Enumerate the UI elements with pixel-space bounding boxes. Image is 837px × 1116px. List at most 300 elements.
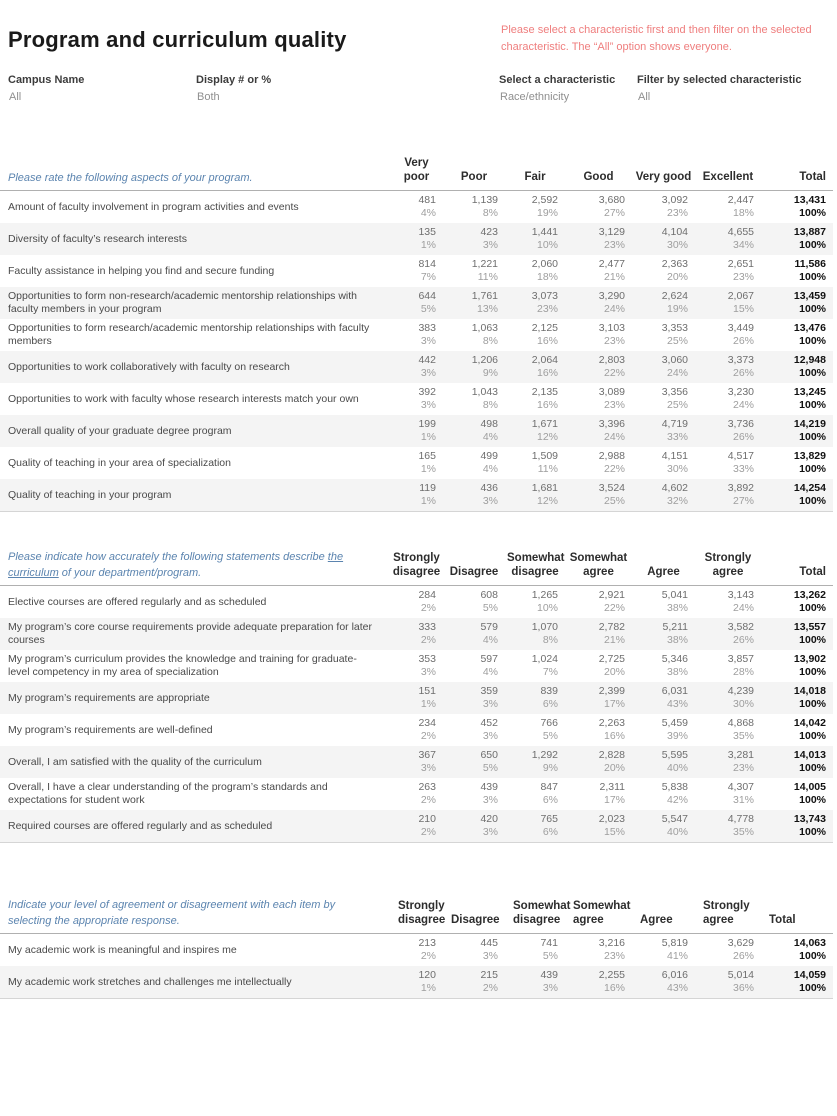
count-value: 2,399 <box>598 685 625 697</box>
percent-value: 12% <box>536 495 558 507</box>
cell-total[interactable] <box>761 479 833 512</box>
row-label: Overall, I am satisfied with the quality of the curriculum <box>8 755 262 768</box>
table-row <box>0 682 833 714</box>
count-value: 3,073 <box>531 290 558 302</box>
cell-value[interactable] <box>695 479 761 512</box>
cell-total[interactable] <box>761 447 833 479</box>
row-label: Required courses are offered regularly and as scheduled <box>8 819 273 832</box>
table-row <box>0 447 833 479</box>
cell-value[interactable] <box>695 810 761 843</box>
count-value: 3,216 <box>598 937 625 949</box>
cell-value[interactable] <box>565 650 632 682</box>
percent-value: 3% <box>482 950 498 962</box>
cell-value[interactable] <box>443 966 505 999</box>
cell-value[interactable] <box>390 319 443 351</box>
cell-value[interactable] <box>695 682 761 714</box>
count-value: 1,292 <box>531 749 558 761</box>
cell-value[interactable] <box>390 778 443 810</box>
cell-value[interactable] <box>443 287 505 319</box>
table-row <box>0 415 833 447</box>
cell-value[interactable] <box>505 778 565 810</box>
cell-value[interactable] <box>505 618 565 650</box>
cell-value[interactable] <box>565 618 632 650</box>
cell-value[interactable] <box>443 810 505 843</box>
count-value: 13,245 <box>793 386 826 398</box>
cell-total[interactable] <box>761 383 833 415</box>
cell-value[interactable] <box>565 778 632 810</box>
program-ratings-table <box>0 148 833 512</box>
percent-value: 4% <box>420 207 436 219</box>
count-value: 423 <box>480 226 498 238</box>
percent-value: 33% <box>732 463 754 475</box>
percent-value: 24% <box>732 602 754 614</box>
cell-value[interactable] <box>390 682 443 714</box>
section-program-ratings <box>0 148 837 512</box>
table-row <box>0 810 833 843</box>
cell-value[interactable] <box>390 586 443 619</box>
row-label: Opportunities to form non-research/academic mentorship relationships with faculty members in your program <box>8 290 357 315</box>
row-label: Quality of teaching in your program <box>8 488 172 501</box>
percent-value: 16% <box>603 730 625 742</box>
percent-value: 8% <box>482 207 498 219</box>
table-row <box>0 191 833 224</box>
cell-value[interactable] <box>565 714 632 746</box>
percent-value: 10% <box>536 239 558 251</box>
percent-value: 4% <box>482 431 498 443</box>
cell-value[interactable] <box>695 415 761 447</box>
count-value: 3,680 <box>598 194 625 206</box>
cell-value[interactable] <box>632 255 695 287</box>
percent-value: 100% <box>799 239 826 251</box>
cell-value[interactable] <box>505 746 565 778</box>
cell-value[interactable] <box>632 618 695 650</box>
table-row <box>0 746 833 778</box>
cell-value[interactable] <box>505 351 565 383</box>
count-value: 847 <box>540 781 558 793</box>
cell-total[interactable] <box>761 319 833 351</box>
cell-value[interactable] <box>443 415 505 447</box>
percent-value: 3% <box>420 762 436 774</box>
cell-total[interactable] <box>761 650 833 682</box>
cell-value[interactable] <box>695 778 761 810</box>
percent-value: 100% <box>799 982 826 994</box>
count-value: 1,206 <box>471 354 498 366</box>
percent-value: 35% <box>732 730 754 742</box>
cell-value[interactable] <box>390 415 443 447</box>
percent-value: 1% <box>420 698 436 710</box>
percent-value: 1% <box>420 431 436 443</box>
cell-total[interactable] <box>761 746 833 778</box>
row-label: Overall, I have a clear understanding of the program’s standards and expectations for student work <box>8 781 328 806</box>
cell-value[interactable] <box>632 682 695 714</box>
percent-value: 100% <box>799 698 826 710</box>
count-value: 2,263 <box>598 717 625 729</box>
cell-value[interactable] <box>632 383 695 415</box>
cell-value[interactable] <box>443 223 505 255</box>
display-mode-dropdown[interactable]: Both <box>197 91 220 103</box>
count-value: 11,586 <box>794 258 826 270</box>
cell-value[interactable] <box>390 351 443 383</box>
cell-value[interactable] <box>505 447 565 479</box>
count-value: 392 <box>418 386 436 398</box>
percent-value: 100% <box>799 463 826 475</box>
cell-value[interactable] <box>632 191 695 224</box>
cell-value[interactable] <box>390 966 443 999</box>
count-value: 3,396 <box>598 418 625 430</box>
cell-value[interactable] <box>695 966 761 999</box>
cell-value[interactable] <box>505 255 565 287</box>
cell-value[interactable] <box>632 351 695 383</box>
percent-value: 3% <box>420 399 436 411</box>
count-value: 5,211 <box>662 621 688 633</box>
cell-value[interactable] <box>632 778 695 810</box>
percent-value: 19% <box>666 303 688 315</box>
cell-total[interactable] <box>761 714 833 746</box>
cell-value[interactable] <box>443 191 505 224</box>
count-value: 120 <box>418 969 436 981</box>
percent-value: 38% <box>666 666 688 678</box>
cell-value[interactable] <box>390 650 443 682</box>
percent-value: 2% <box>420 950 436 962</box>
cell-value[interactable] <box>565 255 632 287</box>
percent-value: 2% <box>482 982 498 994</box>
row-label: Opportunities to work collaboratively with faculty on research <box>8 360 290 373</box>
cell-value[interactable] <box>505 287 565 319</box>
count-value: 4,655 <box>727 226 754 238</box>
percent-value: 11% <box>537 463 558 475</box>
cell-value[interactable] <box>565 191 632 224</box>
percent-value: 1% <box>420 982 436 994</box>
cell-value[interactable] <box>695 383 761 415</box>
column-header-excellent: Excellent <box>695 148 761 191</box>
cell-value[interactable] <box>565 415 632 447</box>
cell-value[interactable] <box>565 966 632 999</box>
page-title: Program and curriculum quality <box>8 26 347 52</box>
count-value: 5,014 <box>727 969 754 981</box>
cell-value[interactable] <box>565 586 632 619</box>
cell-value[interactable] <box>443 682 505 714</box>
cell-value[interactable] <box>695 255 761 287</box>
column-header-agree: Agree <box>632 891 695 934</box>
cell-value[interactable] <box>505 415 565 447</box>
count-value: 2,311 <box>599 781 625 793</box>
percent-value: 5% <box>420 303 436 315</box>
percent-value: 7% <box>542 666 558 678</box>
cell-total[interactable] <box>761 586 833 619</box>
percent-value: 6% <box>542 794 558 806</box>
cell-value[interactable] <box>632 714 695 746</box>
percent-value: 6% <box>542 826 558 838</box>
cell-total[interactable] <box>761 415 833 447</box>
count-value: 3,373 <box>727 354 754 366</box>
cell-value[interactable] <box>390 287 443 319</box>
cell-value[interactable] <box>505 383 565 415</box>
count-value: 5,547 <box>661 813 688 825</box>
cell-total[interactable] <box>761 934 833 967</box>
percent-value: 30% <box>732 698 754 710</box>
percent-value: 3% <box>482 239 498 251</box>
count-value: 165 <box>418 450 436 462</box>
filter-by-dropdown[interactable]: All <box>638 91 651 103</box>
cell-value[interactable] <box>443 586 505 619</box>
cell-value[interactable] <box>565 447 632 479</box>
percent-value: 23% <box>603 950 625 962</box>
cell-value[interactable] <box>565 934 632 967</box>
cell-value[interactable] <box>390 447 443 479</box>
percent-value: 6% <box>542 698 558 710</box>
count-value: 14,042 <box>793 717 826 729</box>
count-value: 3,356 <box>661 386 688 398</box>
cell-value[interactable] <box>505 586 565 619</box>
cell-value[interactable] <box>695 618 761 650</box>
cell-value[interactable] <box>565 682 632 714</box>
cell-value[interactable] <box>390 934 443 967</box>
cell-value[interactable] <box>695 351 761 383</box>
count-value: 1,043 <box>471 386 498 398</box>
cell-value[interactable] <box>443 255 505 287</box>
percent-value: 23% <box>732 271 754 283</box>
table-caption-text: Please indicate how accurately the following statements describe <box>8 551 328 564</box>
cell-value[interactable] <box>443 746 505 778</box>
percent-value: 40% <box>666 826 688 838</box>
percent-value: 40% <box>666 762 688 774</box>
percent-value: 100% <box>799 634 826 646</box>
cell-total[interactable] <box>761 682 833 714</box>
row-label: Opportunities to form research/academic mentorship relationships with faculty members <box>8 322 370 347</box>
count-value: 6,031 <box>661 685 688 697</box>
count-value: 2,135 <box>531 386 558 398</box>
percent-value: 16% <box>536 367 558 379</box>
cell-value[interactable] <box>390 618 443 650</box>
percent-value: 100% <box>799 794 826 806</box>
percent-value: 25% <box>666 335 688 347</box>
count-value: 452 <box>480 717 498 729</box>
table-caption <box>0 543 390 586</box>
cell-value[interactable] <box>695 223 761 255</box>
cell-value[interactable] <box>390 255 443 287</box>
count-value: 579 <box>480 621 498 633</box>
cell-total[interactable] <box>761 966 833 999</box>
count-value: 436 <box>480 482 498 494</box>
cell-value[interactable] <box>505 966 565 999</box>
cell-value[interactable] <box>565 351 632 383</box>
percent-value: 20% <box>603 666 625 678</box>
percent-value: 2% <box>420 826 436 838</box>
count-value: 2,477 <box>598 258 625 270</box>
percent-value: 8% <box>482 335 498 347</box>
percent-value: 3% <box>482 730 498 742</box>
cell-value[interactable] <box>695 319 761 351</box>
table-row <box>0 287 833 319</box>
cell-total[interactable] <box>761 191 833 224</box>
row-label: My academic work stretches and challenges me intellectually <box>8 975 292 988</box>
cell-value[interactable] <box>505 714 565 746</box>
percent-value: 100% <box>799 762 826 774</box>
column-header-very-good: Very good <box>632 148 695 191</box>
count-value: 199 <box>418 418 436 430</box>
cell-value[interactable] <box>632 287 695 319</box>
count-value: 210 <box>418 813 436 825</box>
cell-value[interactable] <box>505 934 565 967</box>
cell-value[interactable] <box>695 714 761 746</box>
count-value: 5,041 <box>661 589 688 601</box>
cell-value[interactable] <box>632 415 695 447</box>
column-header-very-poor: Very poor <box>390 148 443 191</box>
percent-value: 19% <box>536 207 558 219</box>
percent-value: 100% <box>799 303 826 315</box>
count-value: 14,018 <box>793 685 826 697</box>
count-value: 4,104 <box>661 226 688 238</box>
count-value: 3,892 <box>727 482 754 494</box>
cell-value[interactable] <box>632 934 695 967</box>
filter-label: Filter by selected characteristic <box>637 74 802 86</box>
cell-total[interactable] <box>761 810 833 843</box>
count-value: 644 <box>418 290 436 302</box>
cell-value[interactable] <box>565 319 632 351</box>
percent-value: 1% <box>420 495 436 507</box>
cell-value[interactable] <box>443 383 505 415</box>
percent-value: 11% <box>477 271 498 283</box>
column-header-strongly-agree: Strongly agree <box>695 543 761 586</box>
count-value: 5,459 <box>661 717 688 729</box>
count-value: 445 <box>480 937 498 949</box>
filter-display-mode <box>196 74 271 103</box>
cell-value[interactable] <box>695 934 761 967</box>
cell-value[interactable] <box>695 586 761 619</box>
count-value: 13,829 <box>793 450 826 462</box>
cell-value[interactable] <box>443 934 505 967</box>
percent-value: 24% <box>603 303 625 315</box>
cell-value[interactable] <box>505 223 565 255</box>
cell-value[interactable] <box>390 810 443 843</box>
cell-value[interactable] <box>632 810 695 843</box>
cell-value[interactable] <box>443 351 505 383</box>
percent-value: 42% <box>666 794 688 806</box>
count-value: 2,363 <box>661 258 688 270</box>
cell-total[interactable] <box>761 287 833 319</box>
count-value: 13,902 <box>793 653 826 665</box>
percent-value: 100% <box>799 950 826 962</box>
count-value: 234 <box>418 717 436 729</box>
campus-name-dropdown[interactable]: All <box>9 91 22 103</box>
count-value: 2,624 <box>661 290 688 302</box>
cell-value[interactable] <box>443 778 505 810</box>
cell-value[interactable] <box>632 223 695 255</box>
table-row <box>0 255 833 287</box>
percent-value: 7% <box>420 271 436 283</box>
cell-value[interactable] <box>565 746 632 778</box>
cell-value[interactable] <box>632 479 695 512</box>
cell-value[interactable] <box>632 586 695 619</box>
filter-select-characteristic <box>499 74 615 103</box>
cell-total[interactable] <box>761 351 833 383</box>
count-value: 3,736 <box>727 418 754 430</box>
cell-value[interactable] <box>443 319 505 351</box>
column-header-agree: Agree <box>632 543 695 586</box>
cell-value[interactable] <box>565 223 632 255</box>
percent-value: 13% <box>476 303 498 315</box>
count-value: 13,887 <box>793 226 826 238</box>
academic-work-table <box>0 891 833 999</box>
cell-value[interactable] <box>390 223 443 255</box>
cell-value[interactable] <box>390 746 443 778</box>
count-value: 650 <box>480 749 498 761</box>
percent-value: 10% <box>536 602 558 614</box>
cell-value[interactable] <box>505 650 565 682</box>
cell-value[interactable] <box>390 383 443 415</box>
cell-value[interactable] <box>505 319 565 351</box>
cell-value[interactable] <box>695 650 761 682</box>
table-row <box>0 714 833 746</box>
cell-value[interactable] <box>443 618 505 650</box>
characteristic-dropdown[interactable]: Race/ethnicity <box>500 91 570 103</box>
count-value: 442 <box>418 354 436 366</box>
cell-total[interactable] <box>761 618 833 650</box>
cell-total[interactable] <box>761 778 833 810</box>
count-value: 439 <box>540 969 558 981</box>
percent-value: 23% <box>666 207 688 219</box>
count-value: 1,024 <box>531 653 558 665</box>
cell-value[interactable] <box>565 479 632 512</box>
percent-value: 100% <box>799 730 826 742</box>
cell-value[interactable] <box>443 479 505 512</box>
cell-value[interactable] <box>632 319 695 351</box>
cell-value[interactable] <box>695 447 761 479</box>
count-value: 2,447 <box>727 194 754 206</box>
count-value: 1,681 <box>531 482 558 494</box>
count-value: 2,592 <box>531 194 558 206</box>
cell-value[interactable] <box>505 810 565 843</box>
percent-value: 2% <box>420 730 436 742</box>
cell-value[interactable] <box>443 714 505 746</box>
cell-value[interactable] <box>632 746 695 778</box>
count-value: 3,281 <box>727 749 754 761</box>
percent-value: 30% <box>666 239 688 251</box>
table-row <box>0 319 833 351</box>
count-value: 439 <box>480 781 498 793</box>
cell-value[interactable] <box>632 650 695 682</box>
cell-value[interactable] <box>695 287 761 319</box>
percent-value: 3% <box>420 666 436 678</box>
cell-value[interactable] <box>390 714 443 746</box>
cell-value[interactable] <box>565 287 632 319</box>
percent-value: 2% <box>420 634 436 646</box>
cell-value[interactable] <box>632 966 695 999</box>
cell-value[interactable] <box>443 650 505 682</box>
percent-value: 23% <box>732 762 754 774</box>
count-value: 135 <box>418 226 436 238</box>
cell-total[interactable] <box>761 255 833 287</box>
percent-value: 2% <box>420 794 436 806</box>
cell-value[interactable] <box>565 383 632 415</box>
cell-value[interactable] <box>390 479 443 512</box>
cell-value[interactable] <box>390 191 443 224</box>
cell-value[interactable] <box>695 746 761 778</box>
cell-value[interactable] <box>443 447 505 479</box>
percent-value: 16% <box>603 982 625 994</box>
count-value: 13,557 <box>793 621 826 633</box>
cell-value[interactable] <box>632 447 695 479</box>
cell-value[interactable] <box>505 191 565 224</box>
cell-value[interactable] <box>695 191 761 224</box>
count-value: 13,476 <box>793 322 826 334</box>
count-value: 1,265 <box>531 589 558 601</box>
cell-value[interactable] <box>505 682 565 714</box>
cell-total[interactable] <box>761 223 833 255</box>
cell-value[interactable] <box>505 479 565 512</box>
count-value: 2,921 <box>598 589 625 601</box>
cell-value[interactable] <box>565 810 632 843</box>
